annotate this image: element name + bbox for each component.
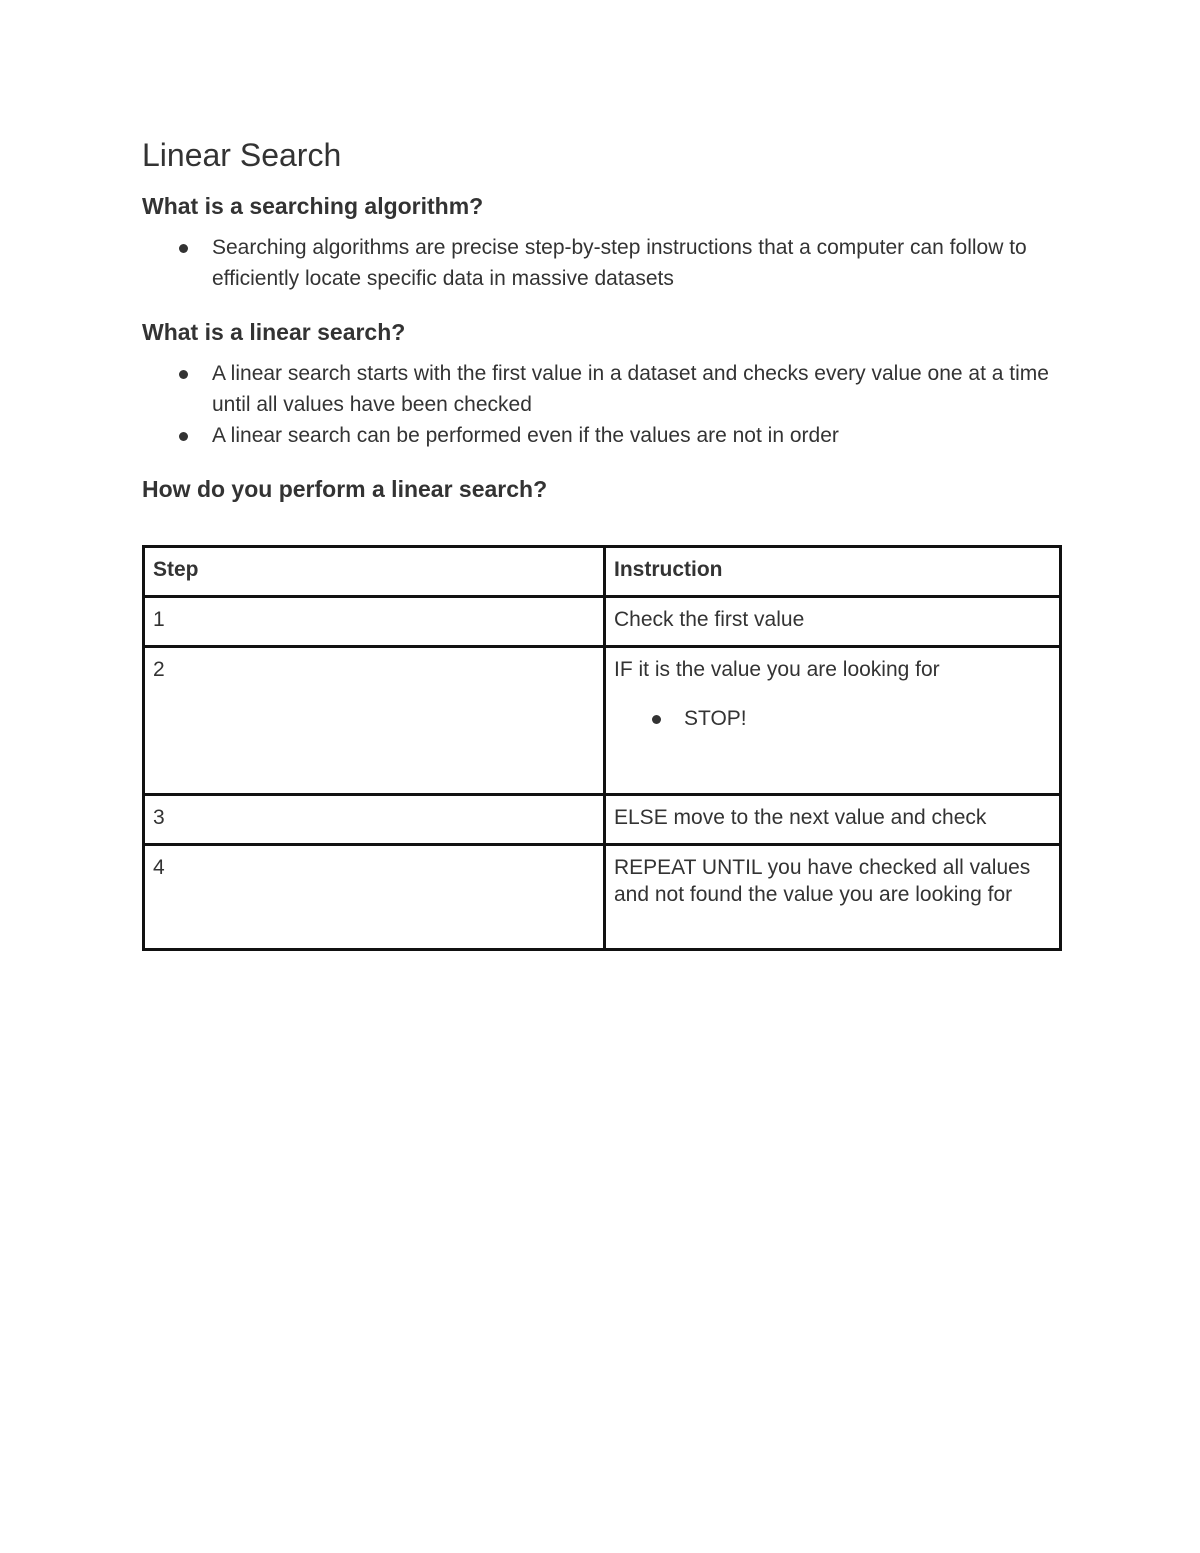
table-header-step: Step [144, 547, 605, 597]
table-header-instruction: Instruction [605, 547, 1061, 597]
list-item [614, 705, 1051, 732]
instruction-cell: ELSE move to the next value and check [605, 795, 1061, 845]
step-cell: 2 [144, 647, 605, 795]
section-heading-linear-search: What is a linear search? [142, 319, 406, 346]
instruction-cell [605, 647, 1061, 795]
bullet-list-searching-algorithm [142, 232, 1062, 294]
list-item-text: A linear search can be performed even if the values are not in order [212, 424, 839, 448]
step-cell: 3 [144, 795, 605, 845]
table-row [144, 795, 1061, 845]
bullet-icon [179, 432, 188, 441]
list-item [142, 232, 1062, 294]
list-item [142, 358, 1062, 420]
list-item-text: STOP! [684, 707, 747, 731]
step-cell: 4 [144, 845, 605, 950]
step-cell: 1 [144, 597, 605, 647]
list-item [142, 420, 1062, 451]
page-title: Linear Search [142, 137, 342, 173]
bullet-list-linear-search [142, 358, 1062, 451]
table-row [144, 647, 1061, 795]
table-header-row [144, 547, 1061, 597]
instruction-cell: Check the first value [605, 597, 1061, 647]
section-heading-searching-algorithm: What is a searching algorithm? [142, 193, 484, 220]
table-row [144, 845, 1061, 950]
document-page [142, 136, 1062, 951]
instruction-text: IF it is the value you are looking for [614, 658, 940, 682]
table-row [144, 597, 1061, 647]
bullet-icon [179, 370, 188, 379]
bullet-icon [652, 715, 661, 724]
list-item-text: Searching algorithms are precise step-by-step instructions that a computer can follow to efficiently locate specific data in massive datasets [212, 236, 1027, 291]
list-item-text: A linear search starts with the first value in a dataset and checks every value one at a time until all values have been checked [212, 362, 1049, 417]
steps-table [142, 545, 1062, 951]
instruction-cell: REPEAT UNTIL you have checked all values and not found the value you are looking for [605, 845, 1061, 950]
section-heading-perform-linear-search: How do you perform a linear search? [142, 476, 548, 503]
bullet-icon [179, 244, 188, 253]
